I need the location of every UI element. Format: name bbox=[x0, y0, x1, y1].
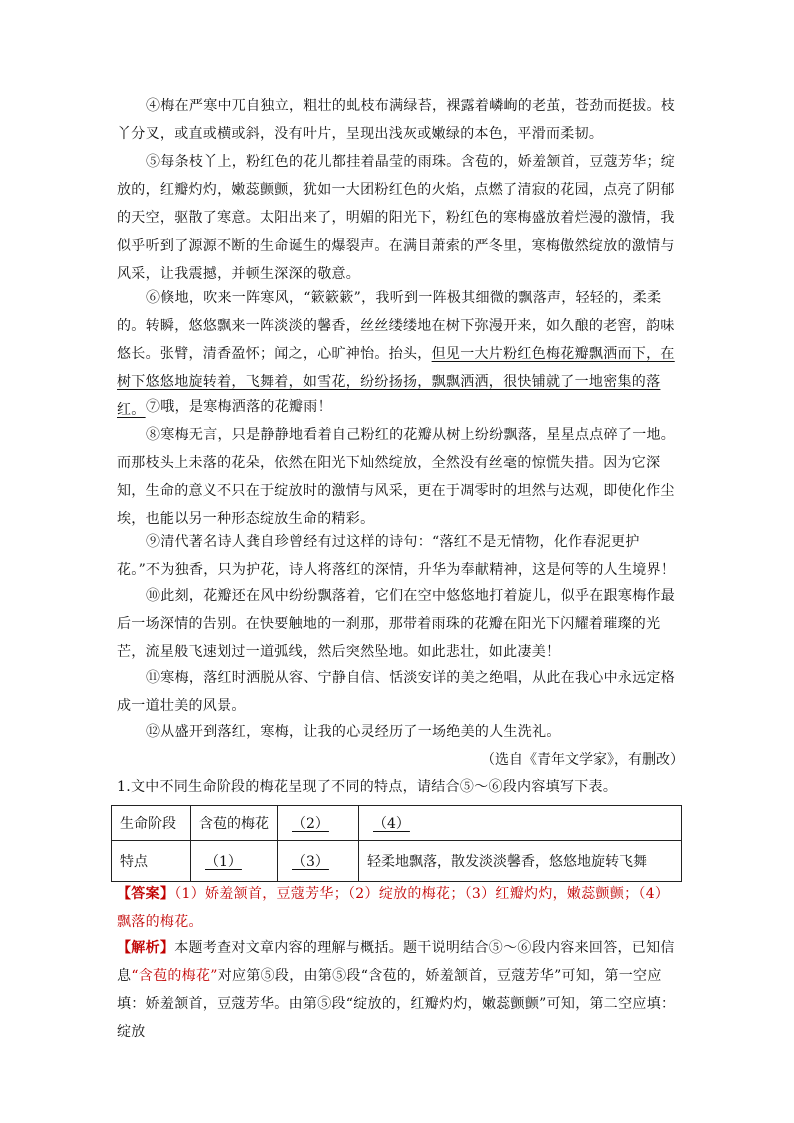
table-cell bbox=[278, 841, 359, 882]
table-cell: 生命阶段 bbox=[112, 806, 191, 841]
paragraph-4: ④梅在严寒中兀自独立，粗壮的虬枝布满绿苔，裸露着嶙峋的老茧，苍劲而挺拔。枝丫分叉，或直或横或斜，没有叶片，呈现出浅灰或嫩绿的本色，平滑而柔韧。 bbox=[117, 98, 676, 142]
table-cell: 含苞的梅花 bbox=[191, 806, 278, 841]
blank-4: （4） bbox=[373, 816, 410, 832]
paragraph-8: ⑧寒梅无言，只是静静地看着自己粉红的花瓣从树上纷纷飘落，星星点点碎了一地。而那枝头上未落的花朵，依然在阳光下灿然绽放，全然没有丝毫的惊慌失措。因为它深知，生命的意义不只在于绽放时的激情与风采，更在于凋零时的坦然与达观，即使化作尘埃，也能以另一种形态绽放生命的精彩。 bbox=[117, 427, 676, 527]
table-row bbox=[112, 841, 682, 882]
analysis-text-2: 对应第⑤段，由第⑤段“含苞的，娇羞颔首，豆蔻芳华”可知，第一空应填：娇羞颔首，豆蔻芳华。由第⑤段“绽放的，红瓣灼灼，嫩蕊颤颤”可知，第二空应填：绽放 bbox=[117, 968, 676, 1040]
table-cell bbox=[278, 806, 359, 841]
question-text: 1.文中不同生命阶段的梅花呈现了不同的特点，请结合⑤～⑥段内容填写下表。 bbox=[117, 779, 618, 795]
answer-label: 【答案】 bbox=[117, 886, 175, 902]
paragraph-7: ⑦哦，是寒梅洒落的花瓣雨！ bbox=[146, 399, 332, 415]
analysis-text-1: 本题考查对文章内容的理解与概括。题干说明结合⑤～⑥段内容来回答，已知信息 bbox=[117, 940, 675, 984]
paragraph-6-underlined: 但见一大片粉红色梅花瓣飘洒而下，在树下悠悠地旋转着，飞舞着，如雪花，纷纷扬扬，飘飘洒洒，很快铺就了一地密集的落红。 bbox=[117, 346, 675, 418]
paragraph-12: ⑫从盛开到落红，寒梅，让我的心灵经历了一场绝美的人生洗礼。 bbox=[146, 724, 561, 740]
blank-2: （2） bbox=[292, 816, 329, 832]
table-cell bbox=[191, 841, 278, 882]
table-cell bbox=[359, 806, 682, 841]
table-cell: 轻柔地飘落，散发淡淡馨香，悠悠地旋转飞舞 bbox=[359, 841, 682, 882]
answer-text: （1）娇羞颔首，豆蔻芳华；（2）绽放的梅花；（3）红瓣灼灼，嫩蕊颤颤；（4）飘落的梅花。 bbox=[117, 886, 670, 930]
analysis-quote: “含苞的梅花” bbox=[131, 968, 218, 984]
blank-3: （3） bbox=[292, 854, 329, 870]
table-cell: 特点 bbox=[112, 841, 191, 882]
paragraph-9: ⑨清代著名诗人龚自珍曾经有过这样的诗句：“落红不是无情物，化作春泥更护花。”不为独香，只为护花，诗人将落红的深情，升华为奉献精神，这是何等的人生境界！ bbox=[117, 534, 676, 578]
paragraph-11: ⑪寒梅，落红时洒脱从容、宁静自信、恬淡安详的美之绝唱，从此在我心中永远定格成一道壮美的风景。 bbox=[117, 670, 676, 714]
paragraph-6-text: ⑥倏地，吹来一阵寒风，“簌簌簌”，我听到一阵极其细微的飘落声，轻轻的，柔柔的。转瞬，悠悠飘来一阵淡淡的馨香，丝丝缕缕地在树下弥漫开来，如久酿的老窖，韵味悠长。张臂，清香盈怀；闻之，心旷神怡。抬头， bbox=[117, 290, 675, 362]
source-citation: （选自《青年文学家》，有删改） bbox=[481, 752, 684, 768]
answer-table bbox=[111, 805, 682, 882]
table-row bbox=[112, 806, 682, 841]
analysis-block bbox=[117, 934, 680, 1046]
answer-block bbox=[117, 880, 680, 936]
paragraph-10: ⑩此刻，花瓣还在风中纷纷飘落着，它们在空中悠悠地打着旋儿，似乎在跟寒梅作最后一场深情的告别。在快要触地的一刹那，那带着雨珠的花瓣在阳光下闪耀着璀璨的光芒，流星般飞速划过一道弧线，然后突然坠地。如此悲壮，如此凄美！ bbox=[117, 588, 676, 660]
paragraph-5: ⑤每条枝丫上，粉红色的花儿都挂着晶莹的雨珠。含苞的，娇羞颔首，豆蔻芳华；绽放的，红瓣灼灼，嫩蕊颤颤，犹如一大团粉红色的火焰，点燃了清寂的花园，点亮了阴郁的天空，驱散了寒意。太阳出来了，明媚的阳光下，粉红色的寒梅盛放着烂漫的激情，我似乎听到了源源不断的生命诞生的爆裂声。在满目萧索的严冬里，寒梅傲然绽放的激情与风采，让我震撼，并顿生深深的敬意。 bbox=[117, 154, 676, 282]
analysis-label: 【解析】 bbox=[117, 940, 175, 956]
blank-1: （1） bbox=[205, 854, 242, 870]
